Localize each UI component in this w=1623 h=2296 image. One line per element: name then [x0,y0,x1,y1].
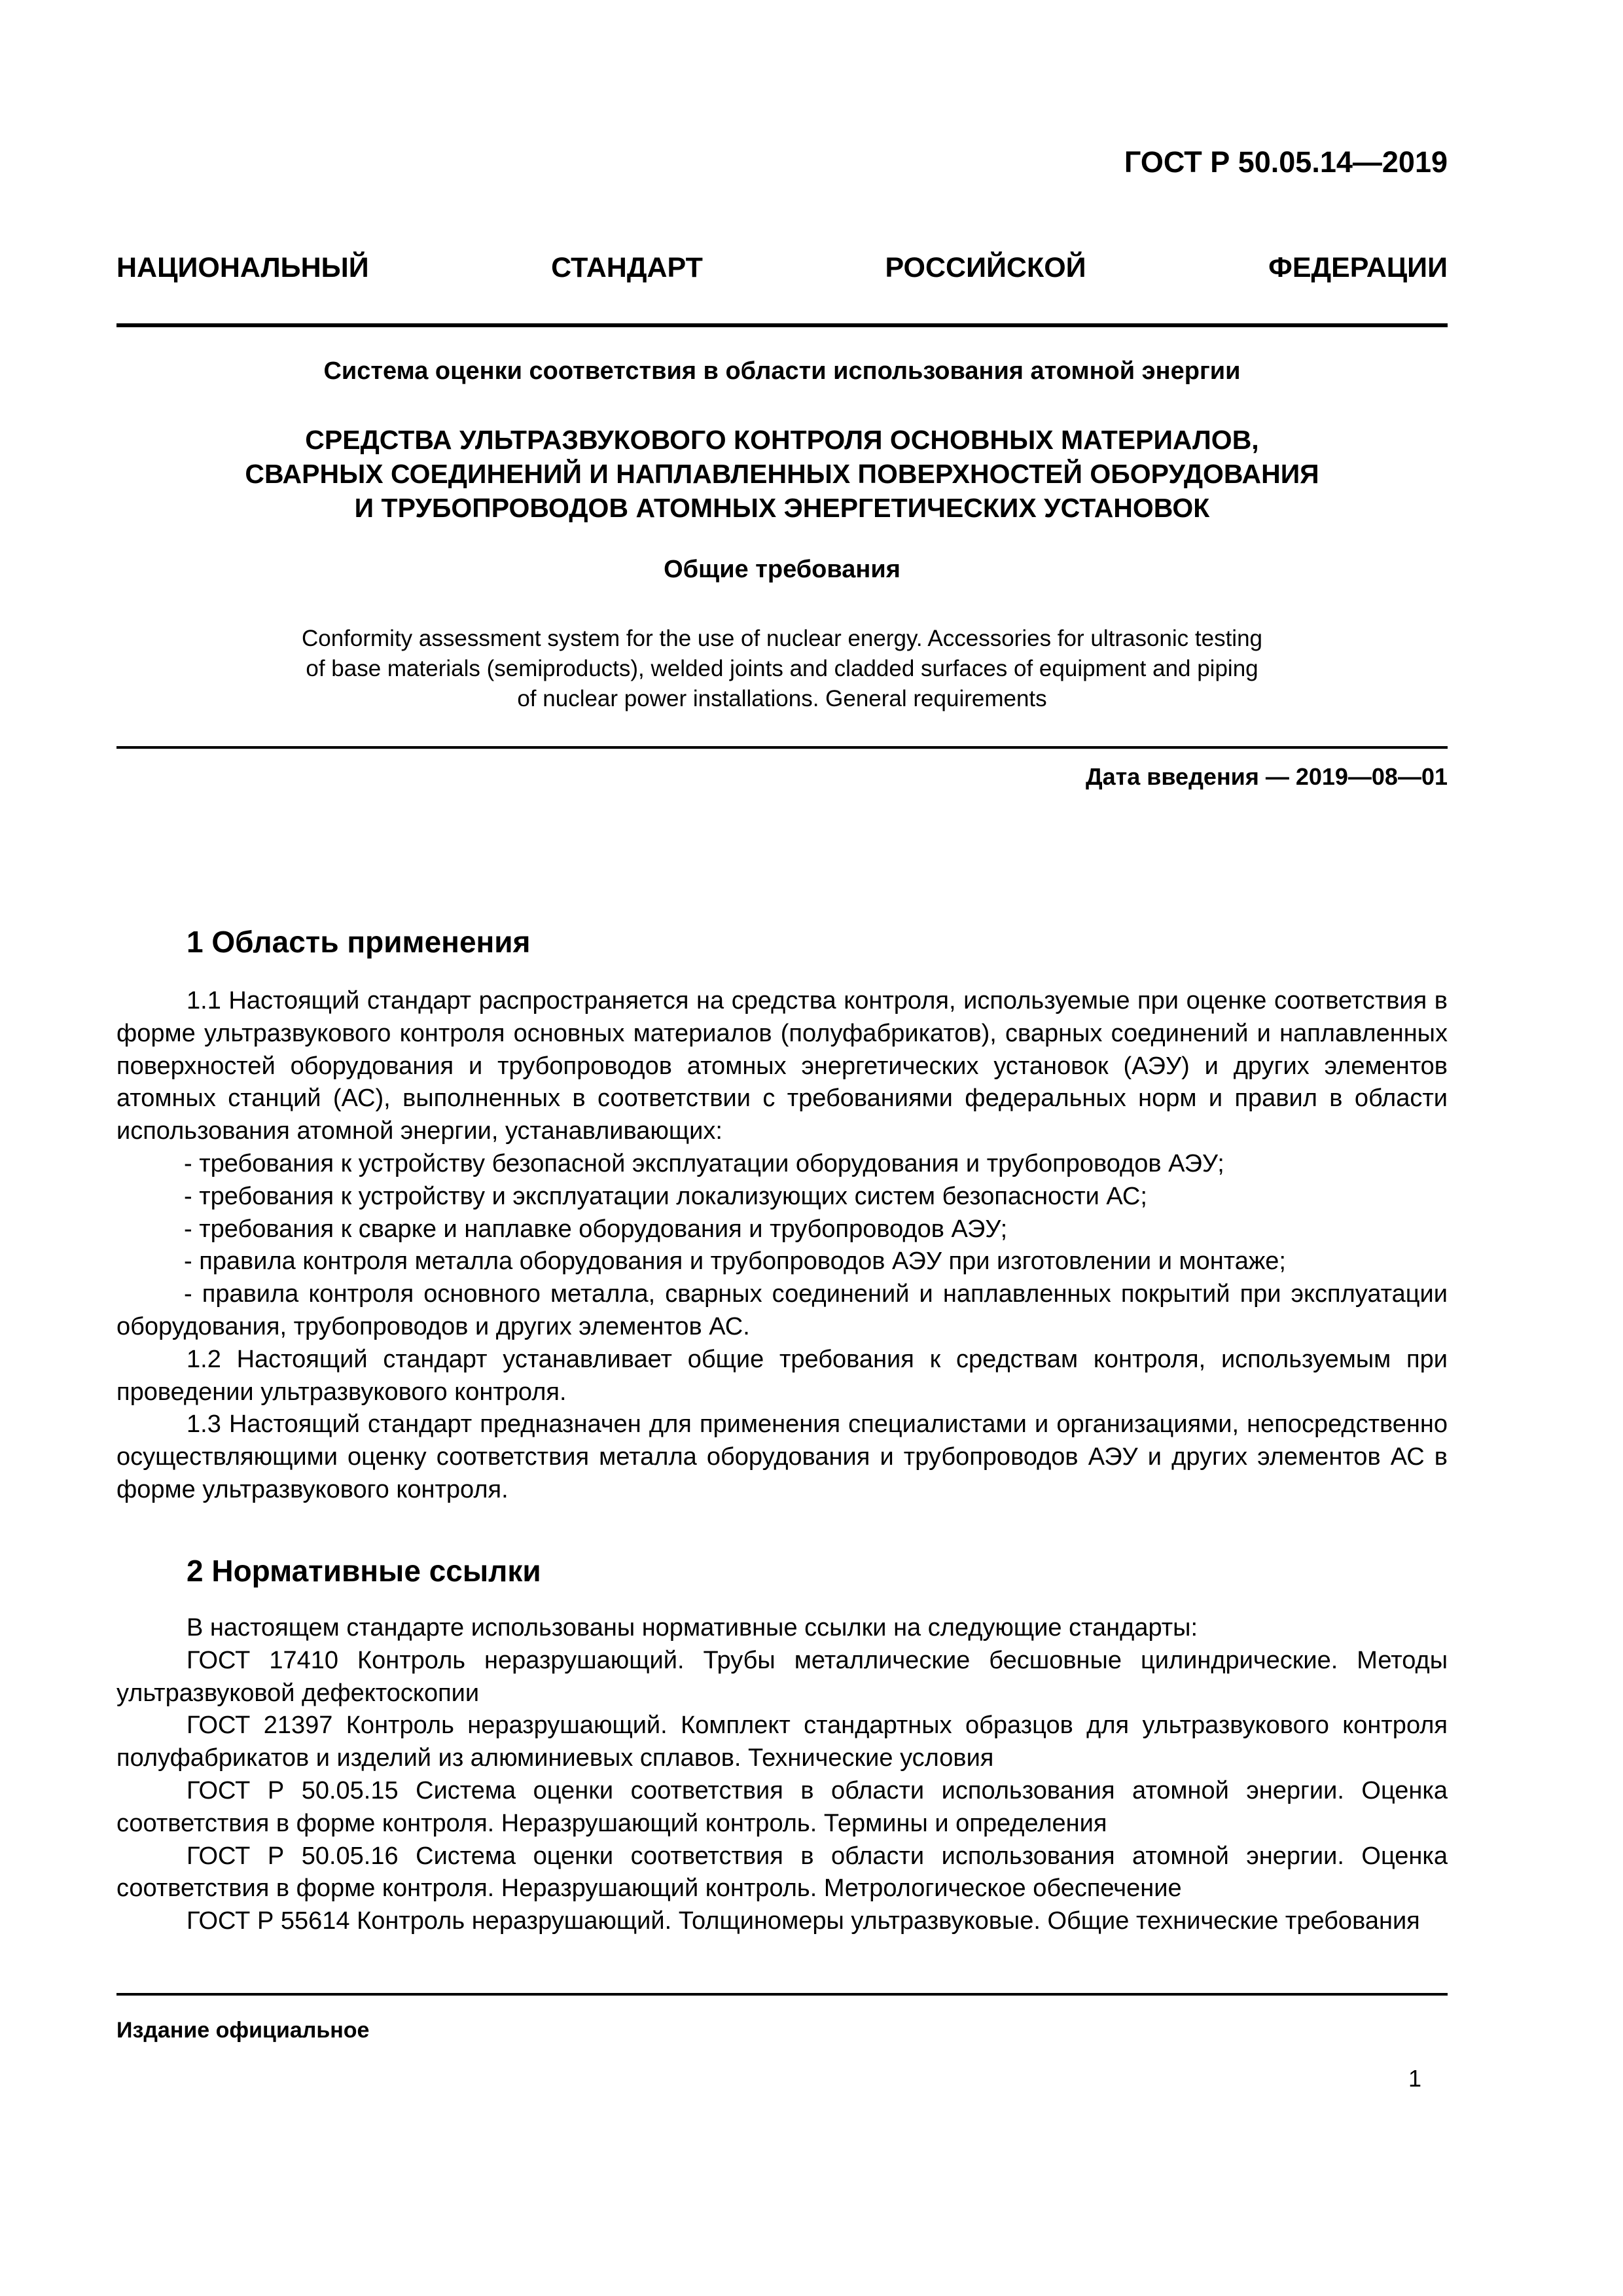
introduction-date: Дата введения — 2019—08—01 [1085,763,1448,790]
main-title-line: СВАРНЫХ СОЕДИНЕНИЙ И НАПЛАВЛЕННЫХ ПОВЕРХНОСТЕЙ ОБОРУДОВАНИЯ [245,459,1319,489]
english-title-line: Conformity assessment system for the use of nuclear energy. Accessories for ultrasonic testing [301,626,1263,651]
main-title-line: И ТРУБОПРОВОДОВ АТОМНЫХ ЭНЕРГЕТИЧЕСКИХ УСТАНОВОК [354,493,1210,523]
paragraph-1-2: 1.2 Настоящий стандарт устанавливает общие требования к средствам контроля, используемым при проведении ультразвукового контроля. [116,1345,1448,1406]
list-item: - требования к сварке и наплавке оборудования и трубопроводов АЭУ; [184,1215,1008,1243]
title-divider [116,746,1448,749]
page-number: 1 [1408,2065,1421,2092]
section-1-body [116,985,1448,1507]
series-title: Система оценки соответствия в области использования атомной энергии [323,357,1241,385]
list-item: - требования к устройству и эксплуатации локализующих систем безопасности АС; [184,1182,1147,1210]
official-edition-label: Издание официальное [116,2018,370,2043]
english-title-line: of nuclear power installations. General requirements [517,686,1047,711]
references-intro: В настоящем стандарте использованы нормативные ссылки на следующие стандарты: [187,1614,1198,1641]
section-1-heading: 1 Область применения [187,925,531,959]
paragraph-1-1: 1.1 Настоящий стандарт распространяется на средства контроля, используемые при оценке соответствия в форме ультразвукового контроля основных материалов (полуфабрикатов), сварных соединений и наплавленных поверхностей оборудования и трубопроводов атомных энергетических установок (АЭУ) и других элементов атомных станций (АС), выполненных в соответствии с требованиями федеральных норм и правил в области использования атомной энергии, устанавливающих: [116,987,1448,1145]
reference-item: ГОСТ Р 55614 Контроль неразрушающий. Толщиномеры ультразвуковые. Общие технические требования [187,1907,1420,1935]
reference-item: ГОСТ Р 50.05.16 Система оценки соответствия в области использования атомной энергии. Оценка соответствия в форме контроля. Неразрушающий контроль. Метрологическое обеспечение [116,1842,1448,1903]
section-2-body [116,1612,1448,1938]
national-standard-title: НАЦИОНАЛЬНЫЙ СТАНДАРТ РОССИЙСКОЙ ФЕДЕРАЦИИ [116,252,1448,283]
english-title [116,624,1448,714]
list-item: - требования к устройству безопасной эксплуатации оборудования и трубопроводов АЭУ; [184,1149,1224,1177]
list-item: - правила контроля металла оборудования и трубопроводов АЭУ при изготовлении и монтаже; [184,1247,1286,1276]
paragraph-1-3: 1.3 Настоящий стандарт предназначен для применения специалистами и организациями, непосредственно осуществляющими оценку соответствия металла оборудования и трубопроводов АЭУ и других элементов АС в форме ультразвукового контроля. [116,1410,1448,1503]
list-item: - правила контроля основного металла, сварных соединений и наплавленных покрытий при эксплуатации оборудования, трубопроводов и других элементов АС. [116,1280,1448,1340]
section-2-heading: 2 Нормативные ссылки [187,1554,541,1588]
main-title [116,423,1448,525]
reference-item: ГОСТ 17410 Контроль неразрушающий. Трубы металлические бесшовные цилиндрические. Методы ультразвуковой дефектоскопии [116,1646,1448,1707]
english-title-line: of base materials (semiproducts), welded joints and cladded surfaces of equipment and piping [306,656,1258,681]
document-number: ГОСТ Р 50.05.14—2019 [1124,145,1448,179]
header-divider [116,323,1448,327]
reference-item: ГОСТ Р 50.05.15 Система оценки соответствия в области использования атомной энергии. Оценка соответствия в форме контроля. Неразрушающий контроль. Термины и определения [116,1776,1448,1837]
main-title-line: СРЕДСТВА УЛЬТРАЗВУКОВОГО КОНТРОЛЯ ОСНОВНЫХ МАТЕРИАЛОВ, [305,425,1259,455]
reference-item: ГОСТ 21397 Контроль неразрушающий. Комплект стандартных образцов для ультразвукового контроля полуфабрикатов и изделий из алюминиевых сплавов. Технические условия [116,1712,1448,1772]
footer-divider [116,1993,1448,1996]
subtitle: Общие требования [664,556,901,583]
